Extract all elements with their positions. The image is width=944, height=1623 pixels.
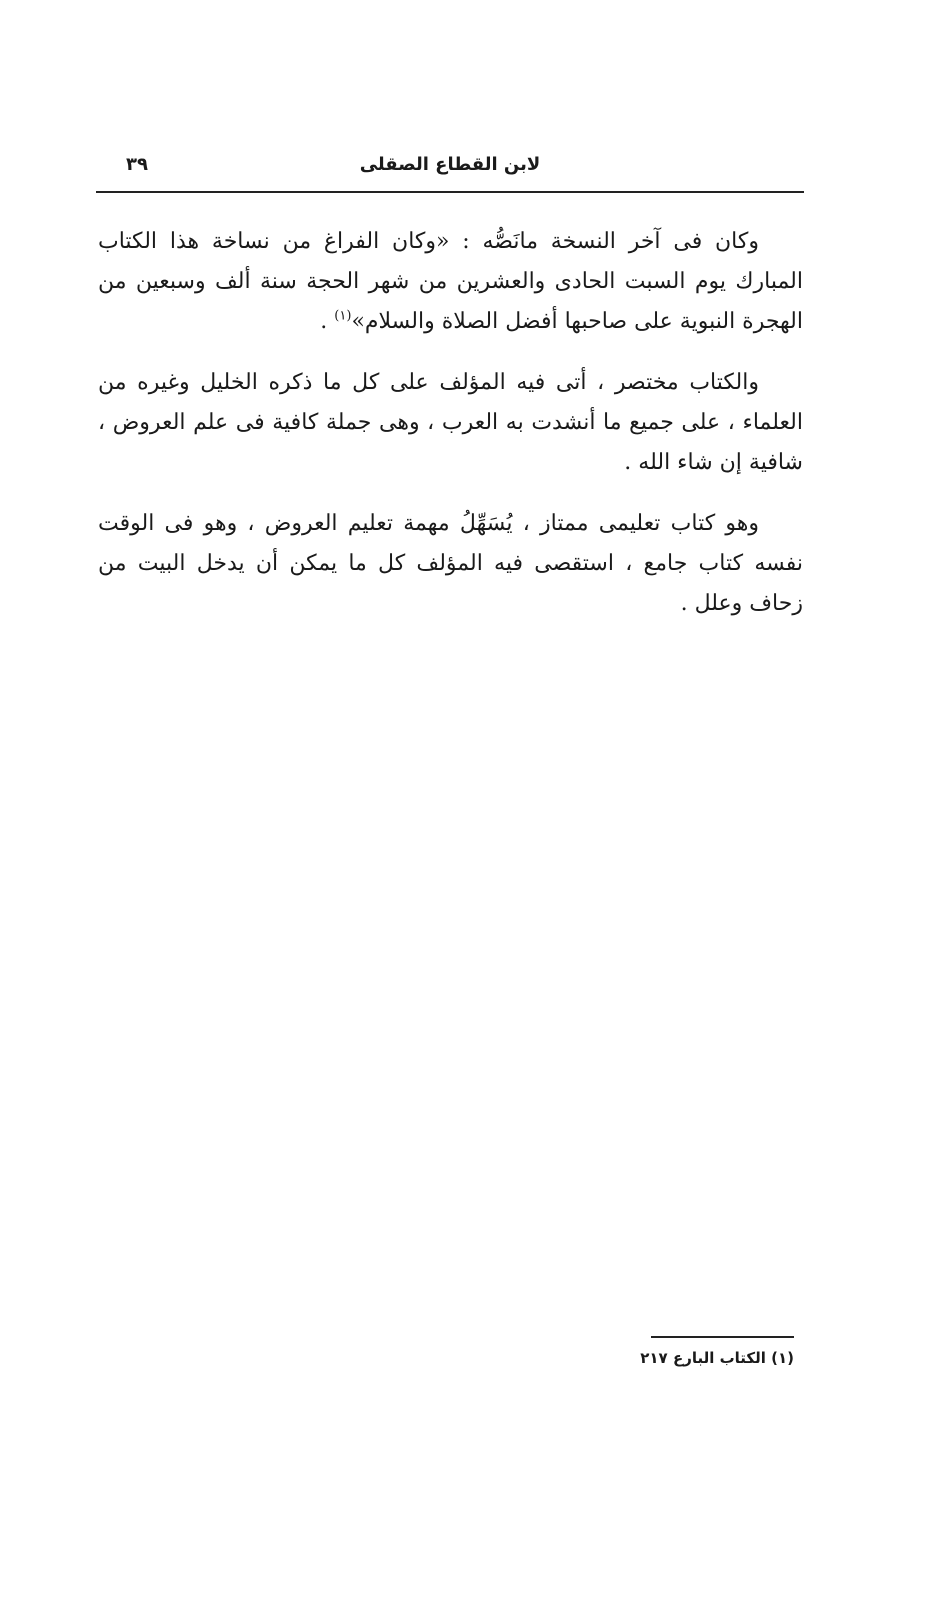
footnote-1: (١) الكتاب البارع ٢١٧ — [640, 1349, 794, 1367]
paragraph-1-tail: . — [320, 309, 335, 334]
paragraph-2: والكتاب مختصر ، أتى فيه المؤلف على كل ما ذكره الخليل وغيره من العلماء ، على جميع ما أنشدت به العرب ، وهى جملة كافية فى علم العروض ، شافية إن شاء الله . — [98, 370, 803, 475]
paragraph-1-text: وكان فى آخر النسخة مانَصُّه : «وكان الفراغ من نساخة هذا الكتاب المبارك يوم السبت الحادى والعشرين من شهر الحجة سنة ألف وسبعين من الهجرة النبوية على صاحبها أفضل الصلاة والسلام» — [98, 229, 803, 334]
body-text — [98, 222, 803, 624]
running-head — [96, 150, 804, 186]
paragraph-3: وهو كتاب تعليمى ممتاز ، يُسَهِّلُ مهمة تعليم العروض ، وهو فى الوقت نفسه كتاب جامع ، استقصى فيه المؤلف كل ما يمكن أن يدخل البيت من زحاف وعلل . — [98, 511, 803, 616]
footnote-rule — [651, 1336, 794, 1338]
running-title: لابن القطاع الصقلى — [359, 154, 541, 175]
header-rule — [96, 191, 804, 193]
page-number: ٣٩ — [126, 154, 148, 175]
paragraph-1 — [98, 222, 803, 342]
footnote-reference: (١) — [334, 308, 352, 324]
